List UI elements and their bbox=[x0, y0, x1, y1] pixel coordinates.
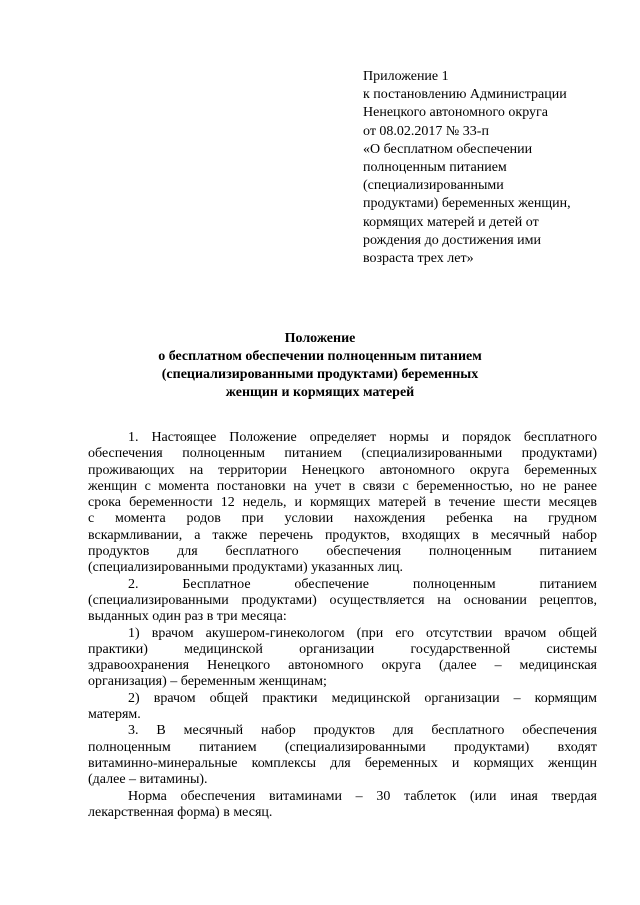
paragraph-line: Норма обеспечения витаминами – 30 таблеток (или иная твердая bbox=[128, 788, 597, 804]
title-line: женщин и кормящих матерей bbox=[225, 385, 415, 400]
paragraph-line: женщин с момента постановки на учет в связи с беременностью, но не ранее bbox=[88, 478, 597, 494]
paragraph-line: витаминно-минеральные комплексы для беременных и кормящих женщин bbox=[88, 755, 597, 771]
paragraph-line: 1. Настоящее Положение определяет нормы и порядок бесплатного bbox=[128, 430, 597, 445]
document-title bbox=[0, 330, 640, 402]
appendix-line: Ненецкого автономного округа bbox=[363, 105, 548, 121]
appendix-line: Приложение 1 bbox=[363, 69, 449, 84]
title-line: Положение bbox=[284, 331, 356, 346]
paragraph-line: 1) врачом акушером-гинекологом (при его отсутствии врачом общей bbox=[128, 625, 597, 641]
paragraph bbox=[88, 789, 597, 822]
appendix-line: от 08.02.2017 № 33-п bbox=[363, 123, 489, 139]
appendix-line: (специализированными bbox=[363, 178, 504, 194]
appendix-header bbox=[363, 68, 608, 268]
appendix-line: рождения до достижения ими bbox=[363, 232, 541, 248]
appendix-line: продуктами) беременных женщин, bbox=[363, 196, 571, 212]
paragraph-line: проживающих на территории Ненецкого автономного округа беременных bbox=[88, 462, 597, 478]
paragraph-line: (специализированными продуктами) осуществляется на основании рецептов, bbox=[88, 592, 597, 608]
appendix-line: к постановлению Администрации bbox=[363, 87, 567, 103]
paragraph-line: матерям. bbox=[88, 707, 141, 723]
paragraph-line: продуктов для бесплатного обеспечения полноценным питанием bbox=[88, 544, 597, 560]
paragraph bbox=[88, 430, 597, 577]
paragraph bbox=[88, 691, 597, 724]
appendix-line: полноценным питанием bbox=[363, 160, 507, 176]
paragraph-line: организация) – беременным женщинам; bbox=[88, 674, 327, 690]
document-body bbox=[88, 430, 597, 821]
paragraph-line: практики) медицинской организации государственной системы bbox=[88, 641, 597, 657]
appendix-line: возраста трех лет» bbox=[363, 251, 474, 267]
paragraph bbox=[88, 626, 597, 691]
paragraph-line: здравоохранения Ненецкого автономного округа (далее – медицинская bbox=[88, 658, 597, 674]
paragraph-line: 2. Бесплатное обеспечение полноценным питанием bbox=[128, 576, 597, 592]
paragraph-line: вскармливании, а также перечень продуктов, входящих в месячный набор bbox=[88, 527, 597, 543]
paragraph-line: лекарственная форма) в месяц. bbox=[88, 804, 273, 820]
paragraph-line: выданных один раз в три месяца: bbox=[88, 609, 287, 625]
appendix-line: кормящих матерей и детей от bbox=[363, 214, 539, 230]
paragraph-line: обеспечения полноценным питанием (специализированными продуктами) bbox=[88, 446, 597, 462]
paragraph-line: с момента родов при условии нахождения ребенка на грудном bbox=[88, 511, 597, 527]
paragraph-line: срока беременности 12 недель, и кормящих матерей в течение шести месяцев bbox=[88, 495, 597, 511]
paragraph bbox=[88, 723, 597, 788]
paragraph bbox=[88, 577, 597, 626]
paragraph-line: полноценным питанием (специализированными продуктами) входят bbox=[88, 739, 597, 755]
title-line: (специализированными продуктами) беременных bbox=[161, 367, 479, 382]
title-line: о бесплатном обеспечении полноценным питанием bbox=[158, 349, 482, 364]
appendix-line: «О бесплатном обеспечении bbox=[363, 141, 533, 157]
paragraph-line: 3. В месячный набор продуктов для бесплатного обеспечения bbox=[128, 723, 597, 739]
paragraph-line: (далее – витамины). bbox=[88, 772, 208, 788]
paragraph-line: (специализированными продуктами) указанных лиц. bbox=[88, 560, 404, 576]
paragraph-line: 2) врачом общей практики медицинской организации – кормящим bbox=[128, 690, 597, 706]
